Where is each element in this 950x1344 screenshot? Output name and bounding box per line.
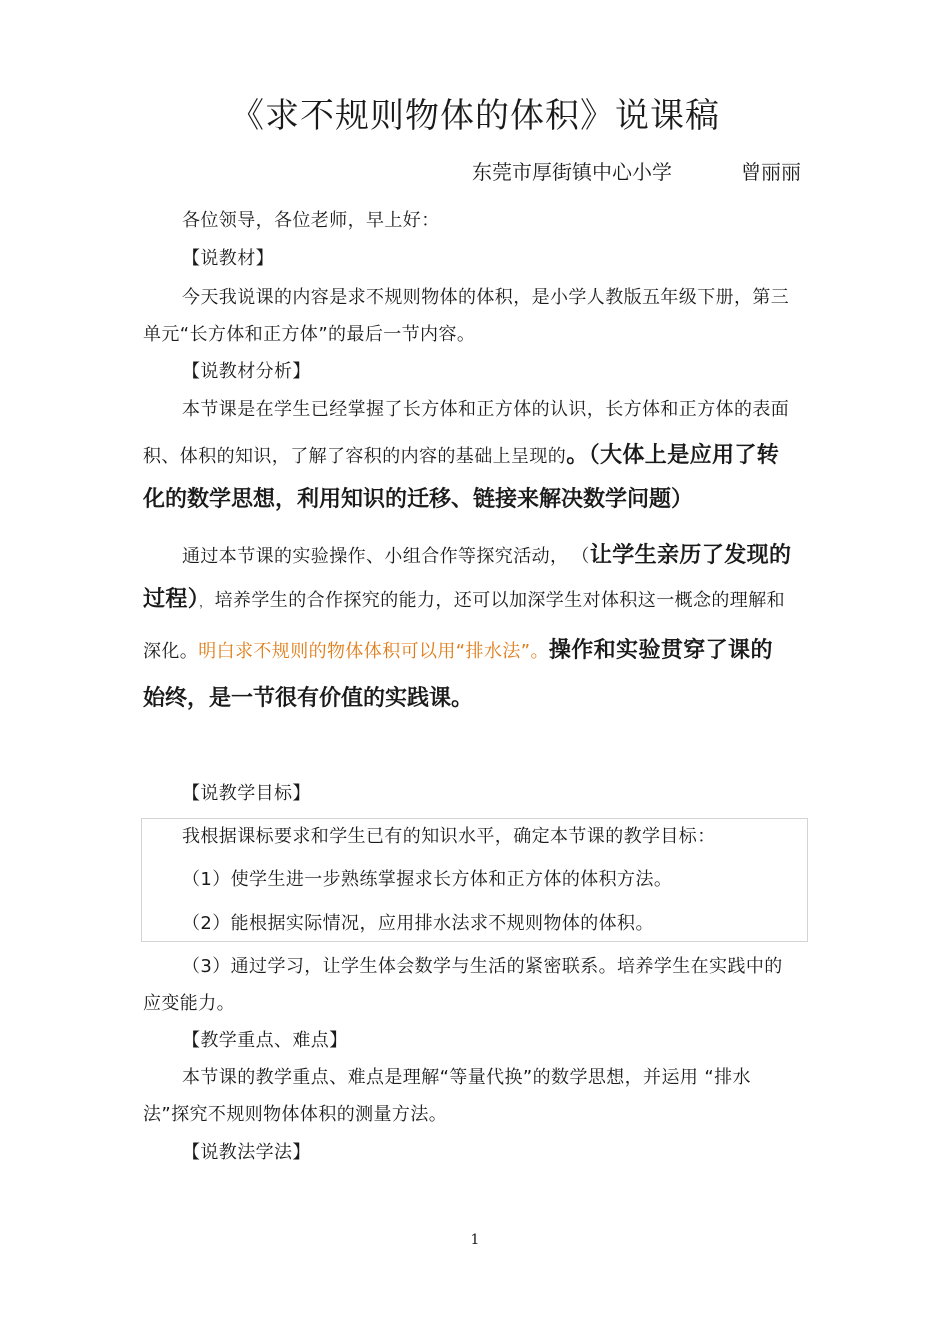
heading-analysis: 【说教材分析】 — [182, 361, 311, 382]
keypoints-line-1: 本节课的教学重点、难点是理解“等量代换”的数学思想，并运用 “排水 — [182, 1067, 751, 1088]
textbook-line-2: 单元“长方体和正方体”的最后一节内容。 — [143, 324, 476, 345]
paragraph-2-line-3-text: 深化。 — [143, 641, 199, 662]
goal-1: （1）使学生进一步熟练掌握求长方体和正方体的体积方法。 — [182, 869, 673, 890]
page-number: 1 — [470, 1232, 480, 1248]
analysis-line-3: 化的数学思想，利用知识的迁移、链接来解决数学问题） — [143, 487, 694, 512]
analysis-line-1: 本节课是在学生已经掌握了长方体和正方体的认识，长方体和正方体的表面 — [182, 399, 790, 420]
textbook-line-1: 今天我说课的内容是求不规则物体的体积，是小学人教版五年级下册，第三 — [182, 287, 790, 308]
paragraph-2-line-1-note: 让学生亲历了发现的 — [589, 543, 792, 568]
paragraph-2-line-3-note: 操作和实验贯穿了课的 — [548, 638, 773, 663]
paragraph-2-line-2-note: 过程） — [143, 587, 200, 612]
paragraph-2-line-1 — [182, 538, 791, 569]
paragraph-2-line-2 — [143, 582, 785, 613]
paragraph-2-open-paren: （ — [580, 546, 590, 567]
keypoints-line-2: 法”探究不规则物体体积的测量方法。 — [143, 1104, 448, 1125]
goal-3-line-2: 应变能力。 — [143, 993, 235, 1014]
paragraph-2-comma: ， — [199, 596, 211, 609]
paragraph-2-highlight: 明白求不规则的物体体积可以用“排水法”。 — [198, 641, 549, 662]
heading-textbook: 【说教材】 — [182, 248, 274, 269]
analysis-line-2-text: 积、体积的知识，了解了容积的内容的基础上呈现的 — [143, 446, 567, 467]
greeting: 各位领导，各位老师，早上好： — [182, 210, 440, 231]
analysis-line-2 — [143, 438, 779, 469]
analysis-line-2-note: （大体上是应用了转 — [588, 443, 780, 468]
analysis-line-2-period: 。 — [566, 443, 589, 468]
goals-intro: 我根据课标要求和学生已有的知识水平，确定本节课的教学目标： — [182, 826, 716, 847]
heading-goals: 【说教学目标】 — [182, 783, 311, 804]
paragraph-2-line-3 — [143, 633, 773, 664]
paragraph-2-line-1-text: 通过本节课的实验操作、小组合作等探究活动， — [182, 546, 569, 567]
paragraph-2-line-2-text: 培养学生的合作探究的能力，还可以加深学生对体积这一概念的理解和 — [214, 590, 786, 611]
heading-keypoints: 【教学重点、难点】 — [182, 1030, 348, 1051]
goal-2: （2）能根据实际情况，应用排水法求不规则物体的体积。 — [182, 913, 654, 934]
author-name: 曾丽丽 — [741, 160, 801, 184]
document-title: 《求不规则物体的体积》说课稿 — [230, 96, 720, 136]
goal-3-line-1: （3）通过学习，让学生体会数学与生活的紧密联系。培养学生在实践中的 — [182, 956, 783, 977]
heading-methods: 【说教法学法】 — [182, 1142, 311, 1163]
author-school: 东莞市厚街镇中心小学 — [472, 160, 672, 184]
paragraph-2-line-4: 始终，是一节很有价值的实践课。 — [143, 686, 474, 711]
